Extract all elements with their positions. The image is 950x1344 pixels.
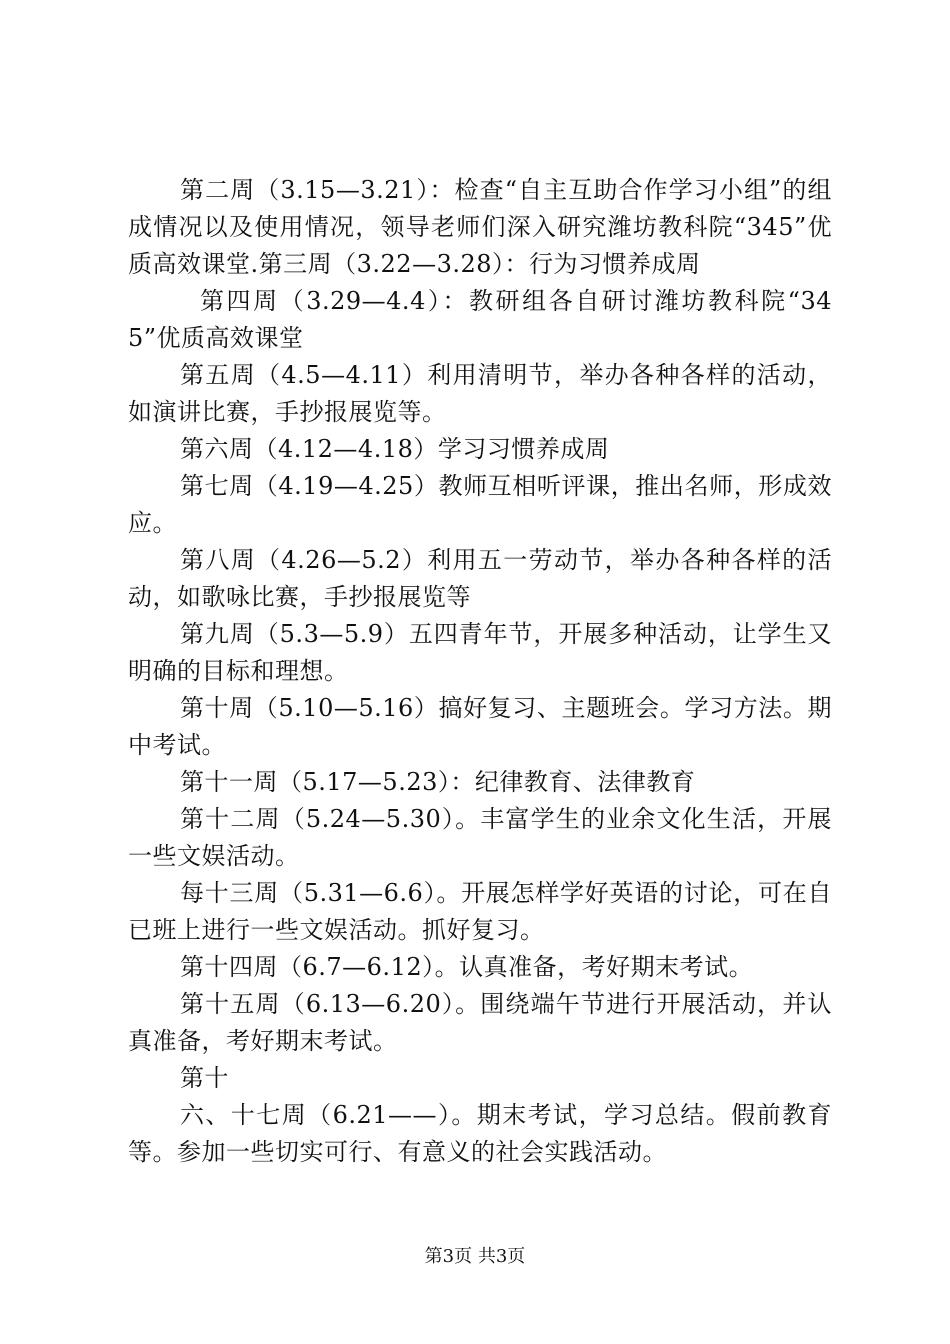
page-number-footer: 第3页 共3页 — [424, 1246, 526, 1267]
paragraph-week-15: 第十五周（6.13—6.20）。围绕端午节进行开展活动，并认真准备，考好期末考试。 — [128, 990, 832, 1055]
paragraph-week-7: 第七周（4.19—4.25）教师互相听评课，推出名师，形成效应。 — [128, 472, 832, 537]
paragraph-week-14: 第十四周（6.7—6.12）。认真准备，考好期末考试。 — [180, 953, 754, 981]
paragraph-week-13: 每十三周（5.31—6.6）。开展怎样学好英语的讨论，可在自已班上进行一些文娱活动。抓好复习。 — [128, 879, 832, 944]
paragraph-week-11: 第十一周（5.17—5.23）：纪律教育、法律教育 — [180, 768, 696, 796]
paragraph-week-8: 第八周（4.26—5.2）利用五一劳动节，举办各种各样的活动，如歌咏比赛，手抄报展览等 — [128, 546, 832, 611]
paragraph-week-2-3: 第二周（3.15—3.21）：检查“自主互助合作学习小组”的组成情况以及使用情况，领导老师们深入研究潍坊教科院“345”优质高效课堂.第三周（3.22—3.28）：行为习惯养成周 — [128, 176, 832, 278]
document-body — [128, 172, 832, 1171]
paragraph-week-9: 第九周（5.3—5.9）五四青年节，开展多种活动，让学生又明确的目标和理想。 — [128, 620, 832, 685]
paragraph-week-12: 第十二周（5.24—5.30）。丰富学生的业余文化生活，开展一些文娱活动。 — [128, 805, 832, 870]
paragraph-week-6: 第六周（4.12—4.18）学习习惯养成周 — [180, 435, 610, 463]
paragraph-week-4: 第四周（3.29—4.4）：教研组各自研讨潍坊教科院“345”优质高效课堂 — [128, 287, 832, 352]
paragraph-week-10: 第十周（5.10—5.16）搞好复习、主题班会。学习方法。期中考试。 — [128, 694, 832, 759]
paragraph-week-16-heading: 第十 — [180, 1064, 229, 1092]
paragraph-week-5: 第五周（4.5—4.11）利用清明节，举办各种各样的活动，如演讲比赛，手抄报展览等。 — [128, 361, 832, 426]
paragraph-week-16-17: 六、十七周（6.21——）。期末考试，学习总结。假前教育等。参加一些切实可行、有意义的社会实践活动。 — [128, 1101, 832, 1166]
